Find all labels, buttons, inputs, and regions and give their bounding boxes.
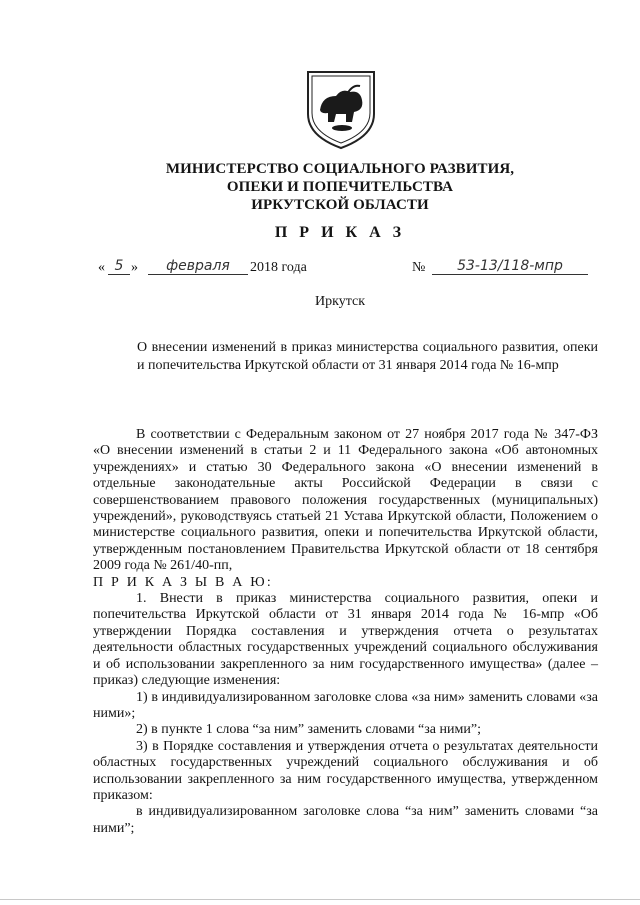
sub-item-2-paragraph: 2) в пункте 1 слова “за ним” заменить словами “за ними”; xyxy=(136,722,481,738)
scan-edge-line xyxy=(0,899,640,900)
number-sign: № xyxy=(412,260,426,275)
sub-item-3-paragraph: 3) в Порядке составления и утверждения отчета о результатах деятельности областных государственных учреждений социального обслуживания и об использовании закрепленного за ним государственного имущества, утвержденном приказом: xyxy=(93,738,598,803)
ministry-name-line-3: ИРКУТСКОЙ ОБЛАСТИ xyxy=(251,197,429,213)
order-subject: О внесении изменений в приказ министерства социального развития, опеки и попечительства Иркутской области от 31 января 2014 года № 16-мпр xyxy=(137,340,598,373)
ministry-name-line-2: ОПЕКИ И ПОПЕЧИТЕЛЬСТВА xyxy=(226,179,454,195)
date-open-quote: « xyxy=(98,260,105,275)
order-body xyxy=(93,427,598,837)
coat-of-arms-icon xyxy=(302,66,380,152)
order-number-handwritten: 53-13/118-мпр xyxy=(432,258,588,275)
document-type-title: П Р И К А З xyxy=(274,224,406,241)
date-close-quote: » xyxy=(131,260,138,275)
city-name: Иркутск xyxy=(314,294,366,309)
date-number-line xyxy=(98,258,598,284)
date-day-handwritten: 5 xyxy=(108,258,130,275)
ministry-name-line-1: МИНИСТЕРСТВО СОЦИАЛЬНОГО РАЗВИТИЯ, xyxy=(165,161,515,177)
sub-item-1-paragraph: 1) в индивидуализированном заголовке слова «за ним» заменить словами «за ними»; xyxy=(93,689,598,721)
item-1-paragraph: 1. Внести в приказ министерства социального развития, опеки и попечительства Иркутской области от 31 января 2014 года № 16-мпр «Об утверждении Порядка составления и утверждения отчета о результатах деятельности областных государственных учреждений социального обслуживания и об использовании закрепленного за ним государственного имущества» (далее – приказ) следующие изменения: xyxy=(93,591,598,689)
sub-item-3a-paragraph: в индивидуализированном заголовке слова “за ним” заменить словами “за ними”; xyxy=(93,804,598,836)
date-month-handwritten: февраля xyxy=(148,258,248,275)
decree-word: П Р И К А З Ы В А Ю: xyxy=(93,574,273,590)
preamble-paragraph: В соответствии с Федеральным законом от 27 ноября 2017 года № 347-ФЗ «О внесении изменений в статьи 2 и 11 Федерального закона «Об автономных учреждениях» и статью 30 Федерального закона «О внесении изменений в отдельные законодательные акты Российской Федерации в связи с совершенствованием правового положения государственных (муниципальных) учреждений», руководствуясь статьей 21 Устава Иркутской области, Положением о министерстве социального развития, опеки и попечительства Иркутской области, утвержденным постановлением Правительства Иркутской области от 18 сентября 2009 года № 261/40-пп, xyxy=(93,427,598,574)
date-year: 2018 года xyxy=(250,260,307,275)
